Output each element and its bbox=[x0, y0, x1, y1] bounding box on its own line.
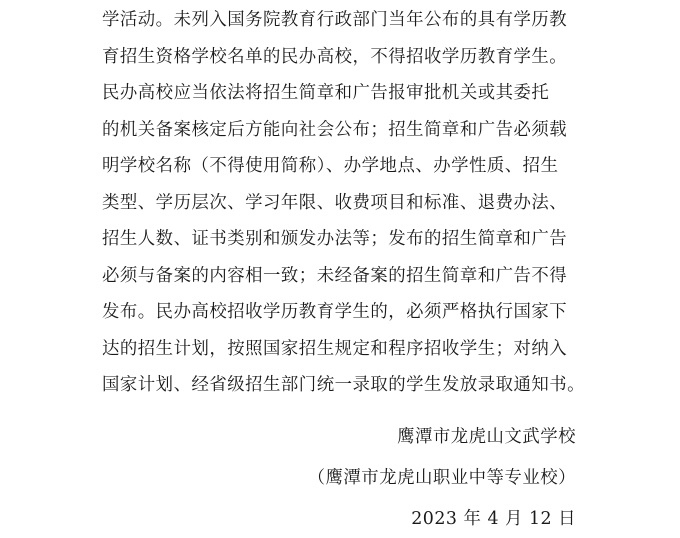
text-line: 发布。民办高校招收学历教育学生的，必须严格执行国家下 bbox=[102, 302, 568, 322]
text-line: 民办高校应当依法将招生简章和广告报审批机关或其委托 bbox=[102, 83, 550, 103]
text-line: 必须与备案的内容相一致；未经备案的招生简章和广告不得 bbox=[102, 265, 568, 286]
text-line: 达的招生计划，按照国家招生规定和程序招收学生；对纳入 bbox=[102, 338, 568, 359]
text-line: 育招生资格学校名单的民办高校，不得招收学历教育学生。 bbox=[102, 46, 568, 67]
text-line: 类型、学历层次、学习年限、收费项目和标准、退费办法、 bbox=[102, 192, 568, 213]
signature-alt-name: （鹰潭市龙虎山职业中等专业校） bbox=[307, 468, 576, 488]
signature-date: 2023 年 4 月 12 日 bbox=[411, 509, 576, 529]
text-line: 的机关备案核定后方能向社会公布；招生简章和广告必须载 bbox=[102, 119, 568, 140]
signature-school: 鹰潭市龙虎山文武学校 bbox=[397, 427, 576, 447]
text-line: 招生人数、证书类别和颁发办法等；发布的招生简章和广告 bbox=[102, 229, 568, 249]
body-paragraph bbox=[102, 2, 586, 404]
text-line: 国家计划、经省级招生部门统一录取的学生发放录取通知书。 bbox=[102, 375, 586, 395]
text-line: 明学校名称（不得使用简称）、办学地点、办学性质、招生 bbox=[102, 156, 559, 176]
text-line: 学活动。未列入国务院教育行政部门当年公布的具有学历教 bbox=[102, 10, 568, 30]
